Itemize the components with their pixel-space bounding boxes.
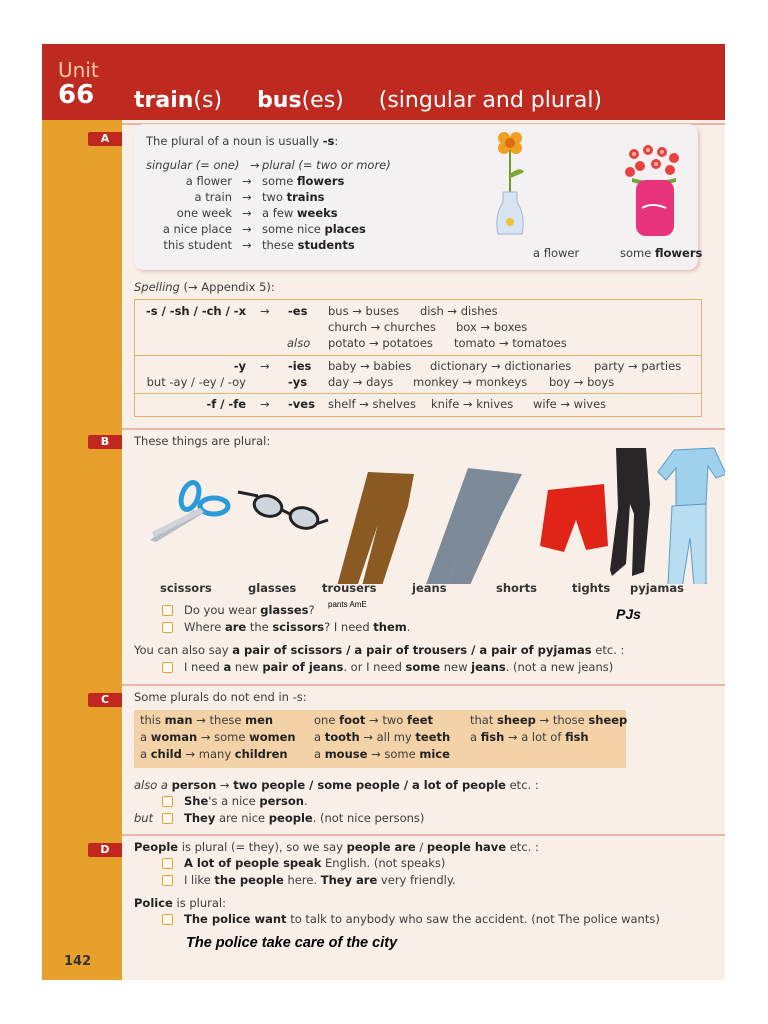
label-trousers: trousers [322, 581, 377, 595]
plural-word: some nice places [262, 222, 366, 236]
spelling-example: knife → knives [431, 397, 514, 411]
spelling-rule: -f / -fe [206, 397, 246, 411]
spelling-example: bus → buses [328, 304, 400, 318]
irregular-pair: one foot → two feet [314, 713, 434, 727]
label-pyjamas: pyjamas [630, 581, 685, 595]
irregular-pair: that sheep → those sheep [470, 713, 628, 727]
intro-text: The plural of a noun is usually -s: [146, 134, 339, 148]
shorts-icon [540, 484, 608, 552]
spelling-heading: Spelling (→ Appendix 5): [134, 280, 275, 294]
spelling-ending: -ves [288, 397, 315, 411]
spelling-example: wife → wives [533, 397, 607, 411]
spelling-also: also [287, 336, 311, 350]
arrow: → [260, 397, 270, 411]
section-tab-a: A [88, 132, 122, 146]
note-pjs: PJs [616, 606, 641, 622]
plural-intro-box [134, 124, 703, 270]
unit-header [42, 44, 725, 120]
section-tab-c: C [88, 693, 122, 707]
table-divider [135, 355, 701, 356]
sidebar-strip [42, 44, 122, 980]
spelling-rule: -s / -sh / -ch / -x [145, 304, 246, 318]
scissors-icon [150, 480, 228, 542]
spelling-example: box → boxes [456, 320, 528, 334]
unit-label: Unit [58, 58, 99, 82]
page-number: 142 [64, 954, 92, 969]
spelling-example: dish → dishes [420, 304, 498, 318]
example-bullet [162, 858, 173, 869]
spelling-ending: -es [288, 304, 308, 318]
spelling-example: baby → babies [328, 359, 412, 373]
example-bullet [162, 605, 173, 616]
spelling-example: monkey → monkeys [413, 375, 528, 389]
spelling-example: party → parties [594, 359, 682, 373]
pair-of-rule: You can also say a pair of scissors / a pair of trousers / a pair of pyjamas etc. : [134, 643, 625, 657]
example-bullet [162, 622, 173, 633]
example-people: They are nice people. (not nice persons) [184, 811, 425, 825]
arrow-1: → [242, 174, 252, 188]
singular-word: this student [163, 238, 232, 252]
several-flowers-illustration [622, 142, 688, 246]
label-jeans: jeans [412, 581, 447, 595]
arrow-2: → [242, 190, 252, 204]
example-scissors: Where are the scissors? I need them. [184, 620, 411, 634]
caption-some-flowers: some flowers [620, 246, 703, 260]
irregular-intro: Some plurals do not end in -s: [134, 690, 307, 704]
section-tab-d: D [88, 843, 122, 857]
single-flower-illustration [486, 126, 536, 244]
section-divider-c [122, 684, 725, 686]
label-shorts: shorts [496, 581, 537, 595]
spelling-example: day → days [328, 375, 394, 389]
table-divider [135, 393, 701, 394]
irregular-pair: this man → these men [140, 713, 274, 727]
spelling-example: potato → potatoes [328, 336, 433, 350]
plural-heading: plural (= two or more) [262, 158, 391, 172]
example-bullet [162, 914, 173, 925]
plural-word: some flowers [262, 174, 345, 188]
handwritten-police-note: The police take care of the city [186, 935, 398, 951]
example-glasses: Do you wear glasses? [184, 603, 315, 617]
example-person: She's a nice person. [184, 794, 308, 808]
note-pants-ame: pants AmE [328, 600, 367, 609]
people-is-plural: People is plural (= they), so we say people are / people have etc. : [134, 840, 539, 854]
plural-things-intro: These things are plural: [134, 434, 271, 448]
irregular-pair: a fish → a lot of fish [470, 730, 589, 744]
example-police-want: The police want to talk to anybody who saw the accident. (not The police wants) [184, 912, 660, 926]
section-divider-b [122, 428, 725, 430]
section-divider-d [122, 834, 725, 836]
label-glasses: glasses [248, 581, 297, 595]
spelling-rule: -y [233, 359, 246, 373]
spelling-ending: -ies [288, 359, 312, 373]
irregular-pair: a woman → some women [140, 730, 296, 744]
spelling-rule: but -ay / -ey / -oy [146, 375, 246, 389]
irregular-pair: a child → many children [140, 747, 288, 761]
example-bullet [162, 662, 173, 673]
example-people-friendly: I like the people here. They are very friendly. [184, 873, 456, 887]
glasses-icon [238, 492, 328, 531]
tights-icon [610, 448, 650, 576]
textbook-page [42, 44, 725, 980]
spelling-example: tomato → tomatoes [454, 336, 567, 350]
example-pair-of-jeans: I need a new pair of jeans. or I need some new jeans. (not a new jeans) [184, 660, 614, 674]
label-scissors: scissors [160, 581, 212, 595]
singular-word: a train [194, 190, 232, 204]
police-is-plural: Police is plural: [134, 896, 226, 910]
spelling-example: church → churches [328, 320, 436, 334]
singular-heading: singular (= one) [146, 158, 240, 172]
example-bullet [162, 813, 173, 824]
arrow: → [260, 359, 270, 373]
arrow-0: → [250, 158, 260, 172]
example-people-speak: A lot of people speak English. (not speaks) [184, 856, 446, 870]
singular-word: a flower [185, 174, 232, 188]
example-bullet [162, 875, 173, 886]
plural-word: a few weeks [262, 206, 338, 220]
spelling-example: shelf → shelves [328, 397, 416, 411]
spelling-example: dictionary → dictionaries [430, 359, 572, 373]
trousers-icon [336, 472, 414, 584]
arrow-3: → [242, 206, 252, 220]
caption-a-flower: a flower [533, 246, 580, 260]
singular-word: a nice place [162, 222, 232, 236]
singular-word: one week [176, 206, 232, 220]
arrow: → [260, 304, 270, 318]
unit-number: 66 [58, 80, 95, 110]
jeans-icon [424, 468, 522, 584]
section-tab-b: B [88, 435, 122, 449]
arrow-5: → [242, 238, 252, 252]
irregular-pair: a mouse → some mice [314, 747, 450, 761]
plural-word: these students [262, 238, 355, 252]
person-people-rule: also a person → two people / some people / a lot of people etc. : [134, 778, 539, 792]
page-title: train(s) bus(es) (singular and plural) [134, 88, 603, 113]
spelling-ending: -ys [288, 375, 308, 389]
label-tights: tights [572, 581, 611, 595]
irregular-pair: a tooth → all my teeth [314, 730, 451, 744]
pyjamas-icon [658, 448, 725, 584]
plural-word: two trains [262, 190, 325, 204]
plural-clothes-illustration [146, 444, 725, 584]
spelling-example: boy → boys [549, 375, 615, 389]
but-label: but [134, 811, 154, 825]
arrow-4: → [242, 222, 252, 236]
example-bullet [162, 796, 173, 807]
